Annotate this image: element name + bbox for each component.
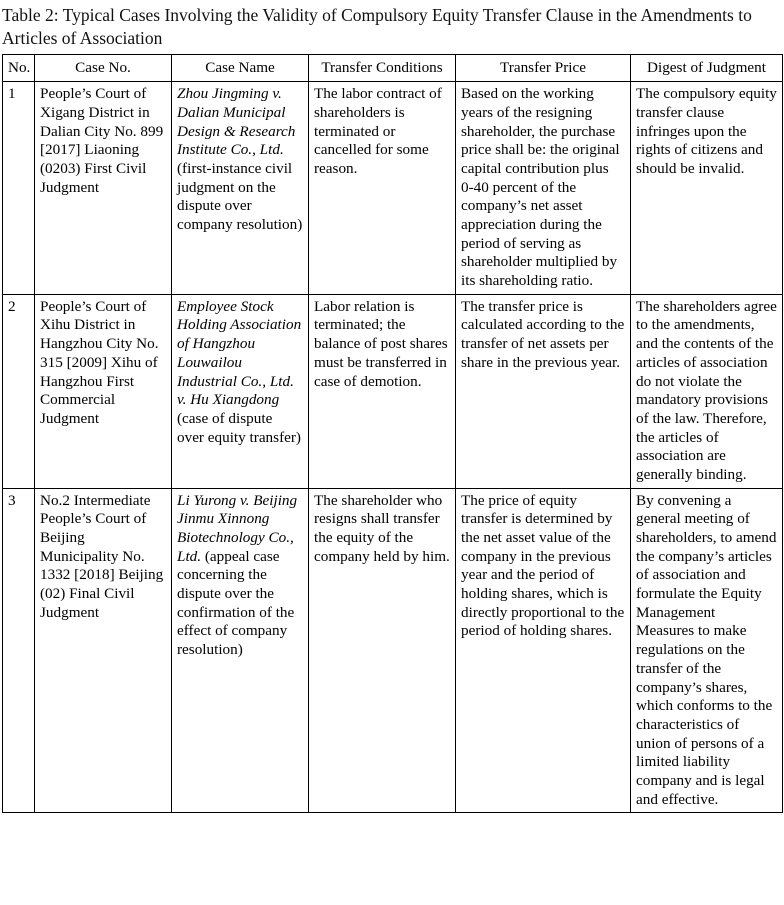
cell-digest: The shareholders agree to the amendments, and the contents of the articles of association do not violate the mandatory provisions of the law. Therefore, the articles of association are generally binding. — [631, 294, 783, 488]
table-header-row — [3, 54, 783, 82]
cell-case-name — [172, 294, 309, 488]
column-header-transfer-price: Transfer Price — [456, 54, 631, 82]
cell-case-no: People’s Court of Xigang District in Dalian City No. 899 [2017] Liaoning (0203) First Civil Judgment — [35, 82, 172, 295]
column-header-case-name: Case Name — [172, 54, 309, 82]
case-name-italic-part: Zhou Jingming v. Dalian Municipal Design & Research Institute Co., Ltd. — [177, 85, 296, 159]
cell-transfer-price: The price of equity transfer is determined by the net asset value of the company in the previous year and the period of holding shares, which is directly proportional to the period of holding shares. — [456, 488, 631, 813]
cell-no: 1 — [3, 82, 35, 295]
column-header-no: No. — [3, 54, 35, 82]
cell-case-name — [172, 82, 309, 295]
cell-digest: By convening a general meeting of shareholders, to amend the company’s articles of association and formulate the Equity Management Measures to make regulations on the transfer of the company’s shares, which conforms to the characteristics of union of persons of a limited liability company and is legal and effective. — [631, 488, 783, 813]
case-name-plain-part: (first-instance civil judgment on the dispute over company resolution) — [177, 159, 303, 233]
cell-case-no: People’s Court of Xihu District in Hangzhou City No. 315 [2009] Xihu of Hangzhou First Commercial Judgment — [35, 294, 172, 488]
cell-transfer-conditions: Labor relation is terminated; the balance of post shares must be transferred in case of demotion. — [309, 294, 456, 488]
cell-case-no: No.2 Intermediate People’s Court of Beijing Municipality No. 1332 [2018] Beijing (02) Final Civil Judgment — [35, 488, 172, 813]
cell-transfer-conditions: The labor contract of shareholders is terminated or cancelled for some reason. — [309, 82, 456, 295]
table-row — [3, 488, 783, 813]
typical-cases-table — [2, 54, 783, 814]
case-name-plain-part: (case of dispute over equity transfer) — [177, 409, 301, 446]
table-caption: Table 2: Typical Cases Involving the Validity of Compulsory Equity Transfer Clause in the Amendments to Articles of Association — [2, 5, 752, 48]
cell-no: 3 — [3, 488, 35, 813]
cell-no: 2 — [3, 294, 35, 488]
column-header-case-no: Case No. — [35, 54, 172, 82]
cell-transfer-price: Based on the working years of the resigning shareholder, the purchase price shall be: the original capital contribution plus 0-40 percent of the company’s net asset appreciation during the period of serving as shareholder multiplied by its shareholding ratio. — [456, 82, 631, 295]
cell-transfer-conditions: The shareholder who resigns shall transfer the equity of the company held by him. — [309, 488, 456, 813]
table-row — [3, 294, 783, 488]
cell-case-name — [172, 488, 309, 813]
cell-digest: The compulsory equity transfer clause infringes upon the rights of citizens and should be invalid. — [631, 82, 783, 295]
case-name-italic-part: Employee Stock Holding Association of Hangzhou Louwailou Industrial Co., Ltd. v. Hu Xiangdong — [177, 297, 302, 409]
case-name-italic-part: Li Yurong v. Beijing Jinmu Xinnong Biotechnology Co., Ltd. — [177, 491, 298, 565]
column-header-transfer-conditions: Transfer Conditions — [309, 54, 456, 82]
table-row — [3, 82, 783, 295]
case-name-plain-part: (appeal case concerning the dispute over the confirmation of the effect of company resolution) — [177, 547, 295, 659]
column-header-digest: Digest of Judgment — [631, 54, 783, 82]
cell-transfer-price: The transfer price is calculated according to the transfer of net assets per share in the previous year. — [456, 294, 631, 488]
